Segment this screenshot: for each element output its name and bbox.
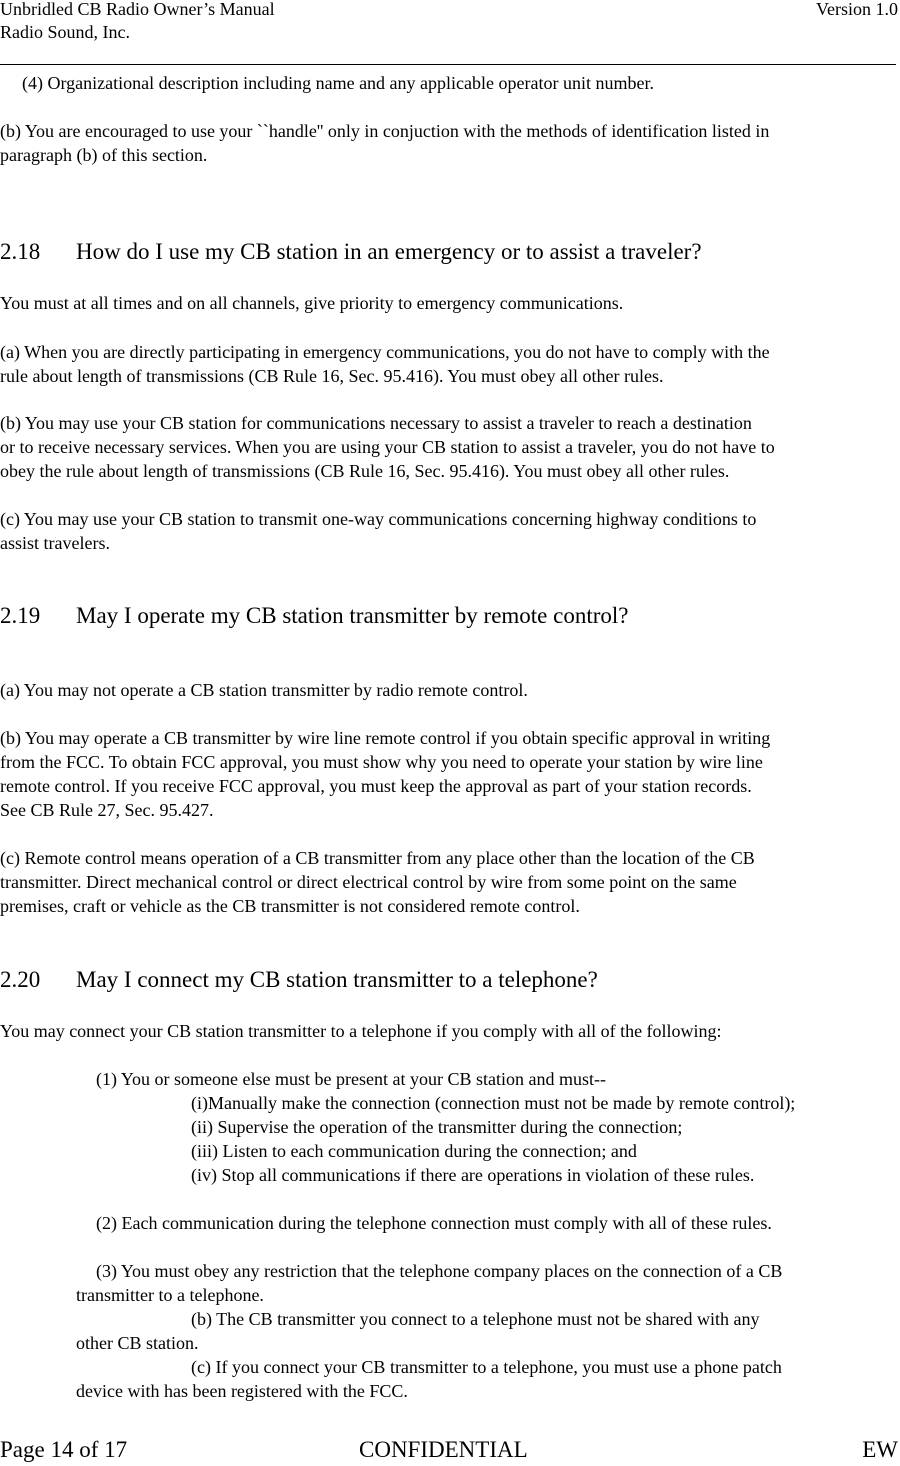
author-initials: EW xyxy=(862,1437,898,1462)
section-2-19-b-line-2: from the FCC. To obtain FCC approval, you must show why you need to operate your station by wire line xyxy=(0,752,763,772)
section-2-18-intro: You must at all times and on all channels, give priority to emergency communications. xyxy=(0,293,624,313)
section-2-19-c-line-1: (c) Remote control means operation of a CB transmitter from any place other than the location of the CB xyxy=(0,848,755,868)
section-2-20-intro: You may connect your CB station transmitter to a telephone if you comply with all of the following: xyxy=(0,1021,722,1041)
section-2-18-b-line-1: (b) You may use your CB station for communications necessary to assist a traveler to reach a destination xyxy=(0,413,752,433)
section-2-19-c-line-3: premises, craft or vehicle as the CB transmitter is not considered remote control. xyxy=(0,896,580,916)
section-2-19-heading: May I operate my CB station transmitter by remote control? xyxy=(76,603,629,628)
identification-item-4: (4) Organizational description including name and any applicable operator unit number. xyxy=(22,73,654,93)
document-title: Unbridled CB Radio Owner’s Manual xyxy=(0,0,275,19)
page-number: Page 14 of 17 xyxy=(0,1437,128,1462)
handle-note-line-1: (b) You are encouraged to use your ``handle'' only in conjuction with the methods of identification listed in xyxy=(0,121,770,141)
section-2-20-b-line-2: other CB station. xyxy=(76,1333,199,1353)
section-2-20-item-3-line-1: (3) You must obey any restriction that the telephone company places on the connection of a CB xyxy=(96,1261,783,1281)
section-2-19-a: (a) You may not operate a CB station transmitter by radio remote control. xyxy=(0,680,528,700)
section-2-18-a-line-2: rule about length of transmissions (CB Rule 16, Sec. 95.416). You must obey all other rules. xyxy=(0,366,664,386)
section-2-18-b-line-2: or to receive necessary services. When you are using your CB station to assist a traveler, you do not have to xyxy=(0,437,775,457)
handle-note-line-2: paragraph (b) of this section. xyxy=(0,145,208,165)
section-2-18-b-line-3: obey the rule about length of transmissions (CB Rule 16, Sec. 95.416). You must obey all other rules. xyxy=(0,461,730,481)
document-version: Version 1.0 xyxy=(816,0,898,19)
section-2-18-heading: How do I use my CB station in an emergency or to assist a traveler? xyxy=(76,239,702,264)
section-2-20-item-2: (2) Each communication during the telephone connection must comply with all of these rules. xyxy=(96,1213,772,1233)
section-2-18-a-line-1: (a) When you are directly participating in emergency communications, you do not have to comply with the xyxy=(0,342,770,362)
section-2-20-heading: May I connect my CB station transmitter to a telephone? xyxy=(76,967,598,992)
section-2-20-item-1: (1) You or someone else must be present at your CB station and must-- xyxy=(96,1069,606,1089)
section-2-20-sub-iii: (iii) Listen to each communication during the connection; and xyxy=(191,1141,637,1161)
section-2-19-number: 2.19 xyxy=(0,603,41,628)
section-2-20-sub-iv: (iv) Stop all communications if there are operations in violation of these rules. xyxy=(191,1165,755,1185)
confidential-label: CONFIDENTIAL xyxy=(359,1437,528,1462)
section-2-19-b-line-3: remote control. If you receive FCC approval, you must keep the approval as part of your station records. xyxy=(0,776,752,796)
section-2-20-sub-i: (i)Manually make the connection (connection must not be made by remote control); xyxy=(191,1093,796,1113)
section-2-20-item-3-line-2: transmitter to a telephone. xyxy=(76,1285,264,1305)
section-2-18-number: 2.18 xyxy=(0,239,41,264)
section-2-18-c-line-2: assist travelers. xyxy=(0,533,110,553)
section-2-19-b-line-4: See CB Rule 27, Sec. 95.427. xyxy=(0,800,214,820)
section-2-19-b-line-1: (b) You may operate a CB transmitter by wire line remote control if you obtain specific approval in writing xyxy=(0,728,771,748)
company-name: Radio Sound, Inc. xyxy=(0,22,130,42)
section-2-20-number: 2.20 xyxy=(0,967,41,992)
section-2-20-b-line-1: (b) The CB transmitter you connect to a telephone must not be shared with any xyxy=(191,1309,760,1329)
section-2-20-c-line-2: device with has been registered with the FCC. xyxy=(76,1381,408,1401)
section-2-18-c-line-1: (c) You may use your CB station to transmit one-way communications concerning highway conditions to xyxy=(0,509,757,529)
header-rule xyxy=(0,64,896,65)
section-2-20-sub-ii: (ii) Supervise the operation of the transmitter during the connection; xyxy=(191,1117,683,1137)
section-2-20-c-line-1: (c) If you connect your CB transmitter to a telephone, you must use a phone patch xyxy=(191,1357,782,1377)
section-2-19-c-line-2: transmitter. Direct mechanical control or direct electrical control by wire from some point on the same xyxy=(0,872,737,892)
